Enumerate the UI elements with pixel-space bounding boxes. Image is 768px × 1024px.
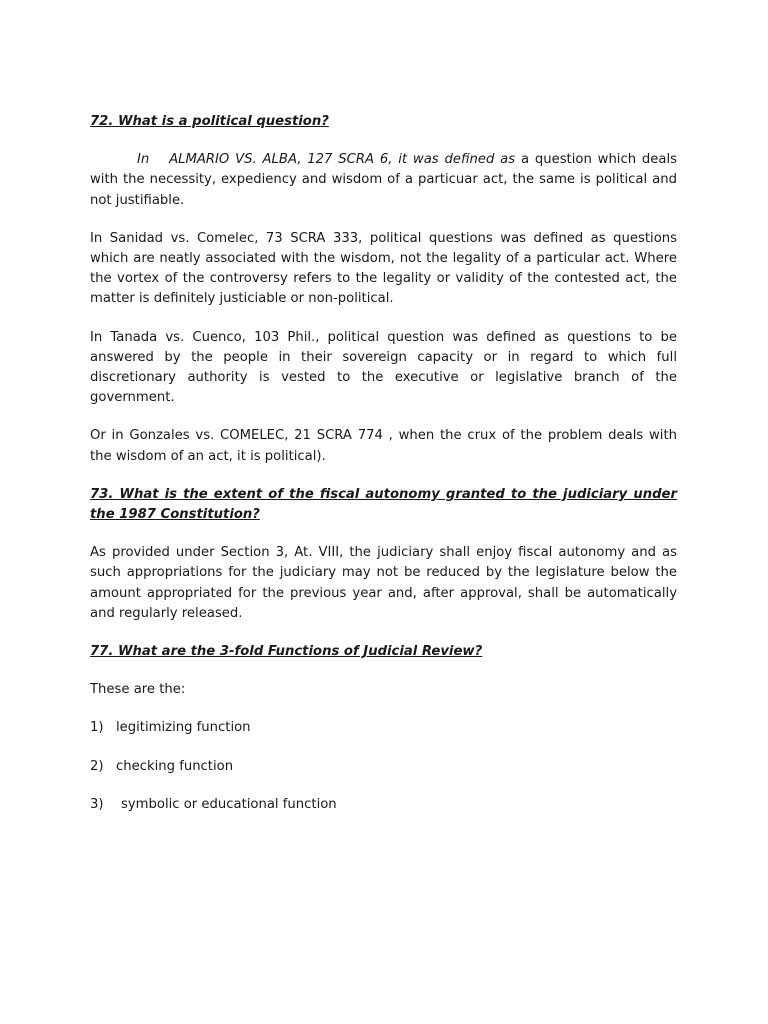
list-item — [90, 795, 677, 815]
paragraph-body-text: a question which deals with the necessity, expediency and wisdom of a particuar act, the same is political and not justifiable. — [90, 152, 677, 208]
list-number: 3) — [90, 796, 104, 812]
question-72-paragraph-gonzales: Or in Gonzales vs. COMELEC, 21 SCRA 774 , when the crux of the problem deals with the wisdom of an act, it is political). — [90, 428, 677, 464]
question-72-heading: 72. What is a political question? — [90, 114, 329, 129]
list-item — [90, 757, 677, 777]
question-72-paragraph-sanidad: In Sanidad vs. Comelec, 73 SCRA 333, political questions was defined as questions which are neatly associated with the wisdom, not the legality of a particular act. Where the vortex of the controversy refers to the legality or validity of the contested act, the matter is definitely justiciable or non-political. — [90, 230, 677, 307]
list-number: 1) — [90, 720, 104, 736]
question-72-paragraph-almario — [90, 150, 677, 211]
list-item-text: symbolic or educational function — [121, 796, 337, 812]
question-72-paragraph-tanada: In Tanada vs. Cuenco, 103 Phil., political question was defined as questions to be answered by the people in their sovereign capacity or in regard to which full discretionary authority is vested to the executive or legislative branch of the government. — [90, 329, 677, 406]
question-73-heading: 73. What is the extent of the fiscal autonomy granted to the judiciary under the 1987 Constitution? — [90, 486, 677, 523]
paragraph-lead-word: In — [137, 152, 150, 168]
list-item-text: legitimizing function — [116, 720, 251, 736]
document-page — [90, 112, 677, 833]
question-77-heading: 77. What are the 3-fold Functions of Judicial Review? — [90, 644, 483, 660]
list-item-text: checking function — [116, 758, 234, 774]
question-77-intro: These are the: — [90, 682, 186, 698]
list-number: 2) — [90, 758, 104, 774]
list-item — [90, 718, 677, 738]
question-73-paragraph: As provided under Section 3, At. VIII, the judiciary shall enjoy fiscal autonomy and as such appropriations for the judiciary may not be reduced by the legislature below the amount appropriated for the previous year and, after approval, shall be automatically and regularly released. — [90, 545, 677, 621]
case-citation-almario: ALMARIO VS. ALBA, 127 SCRA 6, it was defined as — [169, 152, 516, 168]
